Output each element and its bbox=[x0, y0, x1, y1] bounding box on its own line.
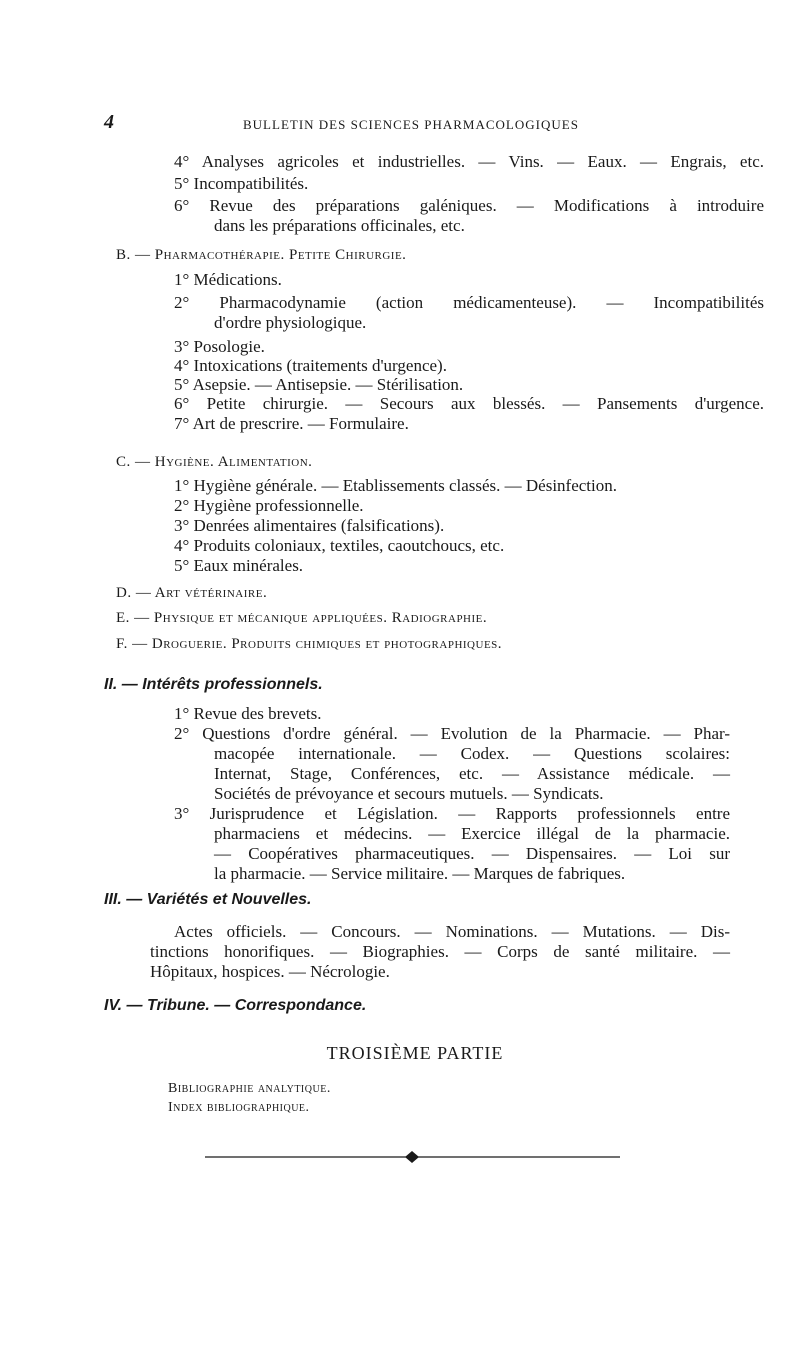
list-item: 1° Médications. bbox=[174, 270, 282, 289]
paragraph-line: Hôpitaux, hospices. — Nécrologie. bbox=[150, 962, 390, 981]
list-item: 6° Petite chirurgie. — Secours aux blessés. — Pansements d'urgence. bbox=[174, 394, 764, 413]
section-heading: F. — Droguerie. Produits chimiques et photographiques. bbox=[116, 636, 503, 652]
list-item: 2° Hygiène professionnelle. bbox=[174, 496, 364, 515]
list-item: 3° Jurisprudence et Législation. — Rapports professionnels entre bbox=[174, 804, 730, 823]
section-heading: B. — Pharmacothérapie. Petite Chirurgie. bbox=[116, 247, 407, 263]
list-item: 3° Posologie. bbox=[174, 337, 265, 356]
list-item-continuation: la pharmacie. — Service militaire. — Marques de fabriques. bbox=[214, 864, 626, 883]
bibliography-line: Bibliographie analytique. bbox=[168, 1081, 331, 1096]
list-item-continuation: pharmaciens et médecins. — Exercice illégal de la pharmacie. bbox=[214, 824, 730, 843]
list-item: 4° Produits coloniaux, textiles, caoutchoucs, etc. bbox=[174, 536, 505, 555]
section-heading: E. — Physique et mécanique appliquées. Radiographie. bbox=[116, 610, 488, 626]
list-item-continuation: — Coopératives pharmaceutiques. — Dispensaires. — Loi sur bbox=[214, 844, 730, 863]
section-heading: C. — Hygiène. Alimentation. bbox=[116, 454, 313, 470]
list-item-continuation: dans les préparations officinales, etc. bbox=[214, 216, 465, 235]
running-title: BULLETIN DES SCIENCES PHARMACOLOGIQUES bbox=[243, 117, 579, 132]
part-title: TROISIÈME PARTIE bbox=[326, 1043, 504, 1063]
list-item: 7° Art de prescrire. — Formulaire. bbox=[174, 414, 409, 433]
paragraph-line: Actes officiels. — Concours. — Nominations. — Mutations. — Dis- bbox=[174, 922, 730, 941]
list-item: 1° Hygiène générale. — Etablissements classés. — Désinfection. bbox=[174, 476, 618, 495]
list-item-continuation: Internat, Stage, Conférences, etc. — Assistance médicale. — bbox=[214, 764, 730, 783]
list-item: 2° Pharmacodynamie (action médicamenteuse). — Incompatibilités bbox=[174, 293, 764, 312]
list-item: 5° Eaux minérales. bbox=[174, 556, 304, 575]
list-item: 3° Denrées alimentaires (falsifications). bbox=[174, 516, 445, 535]
part-heading: IV. — Tribune. — Correspondance. bbox=[104, 997, 367, 1014]
index-line: Index bibliographique. bbox=[168, 1100, 310, 1115]
list-item: 2° Questions d'ordre général. — Evolution de la Pharmacie. — Phar- bbox=[174, 724, 730, 743]
section-heading: D. — Art vétérinaire. bbox=[116, 585, 268, 601]
list-item-continuation: macopée internationale. — Codex. — Questions scolaires: bbox=[214, 744, 730, 763]
list-item: 5° Incompatibilités. bbox=[174, 174, 309, 193]
list-item: 6° Revue des préparations galéniques. — Modifications à introduire bbox=[174, 196, 764, 215]
ornament-divider bbox=[205, 1150, 620, 1164]
page-number: 4 bbox=[104, 111, 114, 133]
list-item-continuation: d'ordre physiologique. bbox=[214, 313, 367, 332]
paragraph-line: tinctions honorifiques. — Biographies. — Corps de santé militaire. — bbox=[150, 942, 730, 961]
list-item-continuation: Sociétés de prévoyance et secours mutuels. — Syndicats. bbox=[214, 784, 604, 803]
part-heading: III. — Variétés et Nouvelles. bbox=[104, 891, 312, 908]
part-heading: II. — Intérêts professionnels. bbox=[104, 676, 323, 693]
list-item: 1° Revue des brevets. bbox=[174, 704, 322, 723]
list-item: 5° Asepsie. — Antisepsie. — Stérilisation. bbox=[174, 375, 464, 394]
list-item: 4° Analyses agricoles et industrielles. — Vins. — Eaux. — Engrais, etc. bbox=[174, 152, 764, 171]
list-item: 4° Intoxications (traitements d'urgence). bbox=[174, 356, 447, 375]
